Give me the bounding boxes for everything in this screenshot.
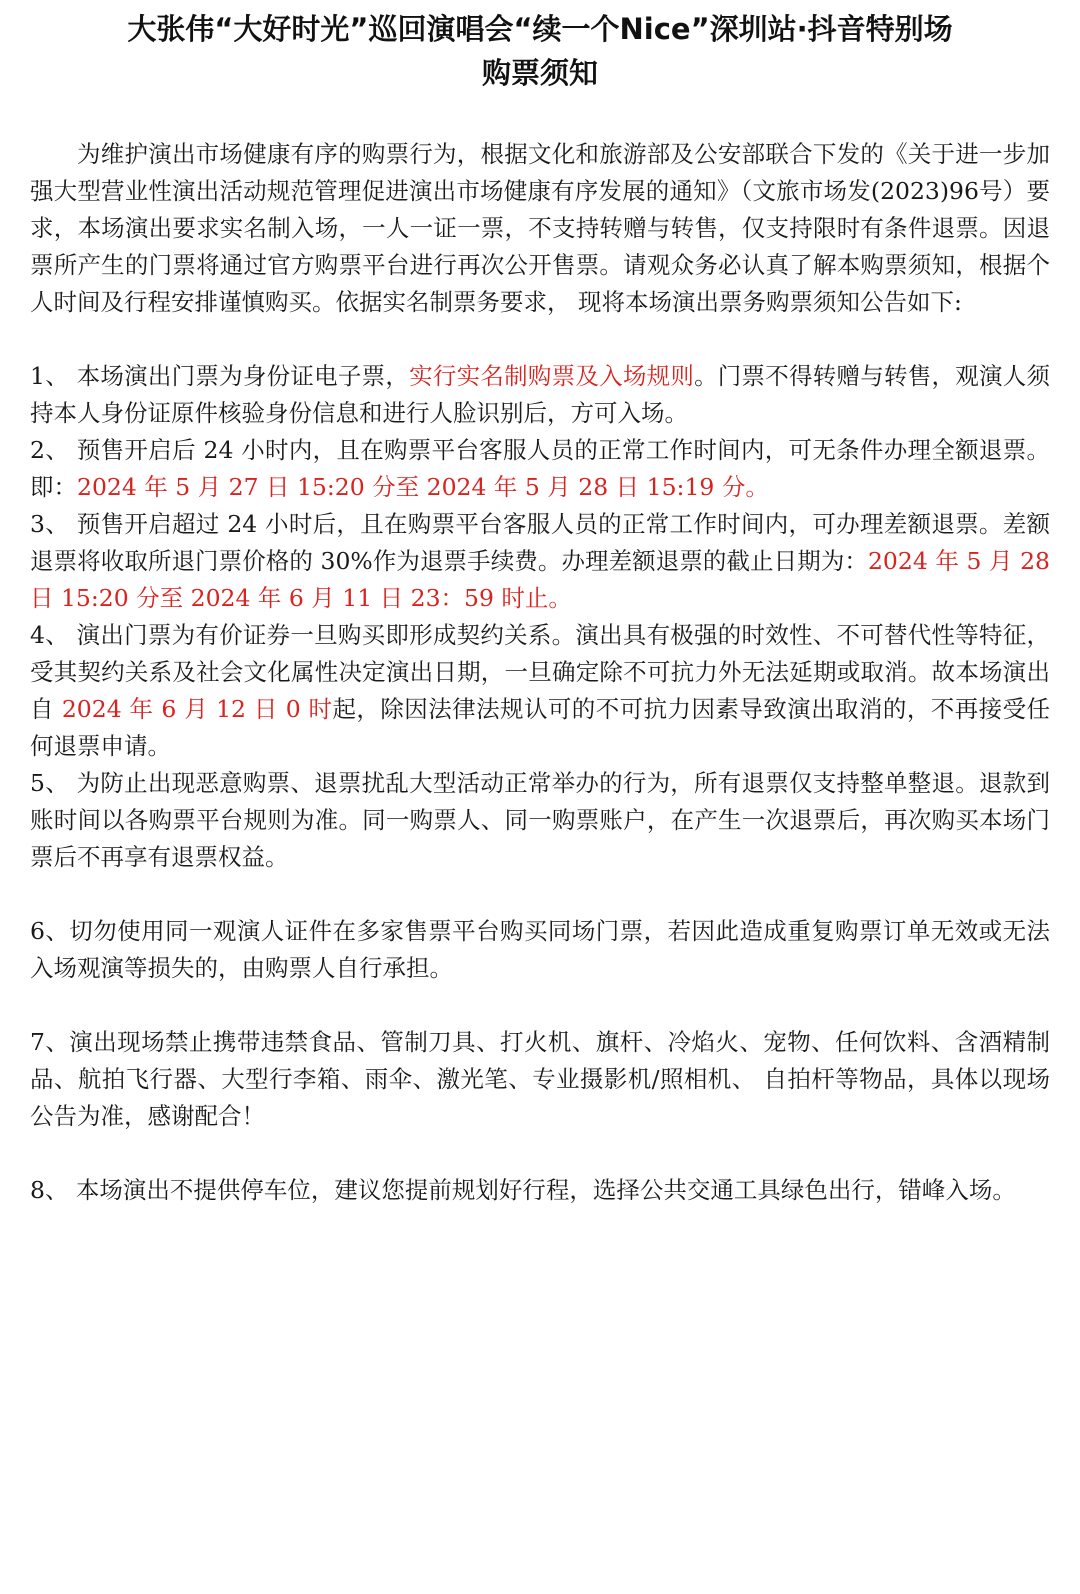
notice-item-6: 6、切勿使用同一观演人证件在多家售票平台购买同场门票，若因此造成重复购票订单无效或无法入场观演等损失的，由购票人自行承担。 <box>30 917 1050 982</box>
notice-item-1 <box>30 358 1050 432</box>
section-gap <box>30 876 1050 913</box>
notice-item-3-text: 3、 预售开启超过 24 小时后，且在购票平台客服人员的正常工作时间内，可办理差额退票。差额退票将收取所退门票价格的 30%作为退票手续费。办理差额退票的截止日期为： <box>30 510 1050 575</box>
intro-paragraph: 为维护演出市场健康有序的购票行为，根据文化和旅游部及公安部联合下发的《关于进一步加强大型营业性演出活动规范管理促进演出市场健康有序发展的通知》（文旅市场发(2023)96号）要求，本场演出要求实名制入场，一人一证一票，不支持转赠与转售，仅支持限时有条件退票。因退票所产生的门票将通过官方购票平台进行再次公开售票。请观众务必认真了解本购票须知，根据个人时间及行程安排谨慎购买。依据实名制票务要求， 现将本场演出票务购票须知公告如下: <box>30 140 1050 316</box>
notice-item-1-highlight: 实行实名制购票及入场规则 <box>409 362 695 390</box>
notice-item-4-text: 4、 演出门票为有价证券一旦购买即形成契约关系。演出具有极强的时效性、不可替代性等特征，受其契约关系及社会文化属性决定演出日期，一旦确定除不可抗力外无法延期或取消。故本场演出自 <box>30 621 1050 723</box>
section-gap <box>30 321 1050 358</box>
notice-item-2-text: 2、 预售开启后 24 小时内，且在购票平台客服人员的正常工作时间内，可无条件办理全额退票。即： <box>30 436 1050 501</box>
notice-item-1-text-end: 。门票不得转赠与转售，观演人须持本人身份证原件核验身份信息和进行人脸识别后，方可入场。 <box>30 362 1051 427</box>
notice-item-2 <box>30 432 1050 506</box>
notice-item-4 <box>30 617 1050 765</box>
notice-item-2-highlight: 2024 年 5 月 27 日 15:20 分至 2024 年 5 月 28 日 15:19 分。 <box>77 473 769 501</box>
notice-item-5: 5、 为防止出现恶意购票、退票扰乱大型活动正常举办的行为，所有退票仅支持整单整退。退款到账时间以各购票平台规则为准。同一购票人、同一购票账户，在产生一次退票后，再次购买本场门票后不再享有退票权益。 <box>30 769 1050 871</box>
notice-item-4-text-end: 起，除因法律法规认可的不可抗力因素导致演出取消的，不再接受任何退票申请。 <box>30 695 1051 760</box>
notice-item-7: 7、演出现场禁止携带违禁食品、管制刀具、打火机、旗杆、冷焰火、宠物、任何饮料、含酒精制品、航拍飞行器、大型行李箱、雨伞、激光笔、专业摄影机/照相机、 自拍杆等物品，具体以现场公告为准，感谢配合！ <box>30 1028 1050 1130</box>
page-title: 大张伟“大好时光”巡回演唱会“续一个Nice”深圳站·抖音特别场 <box>127 12 953 46</box>
notice-item-3-highlight: 2024 年 5 月 28 日 15:20 分至 2024 年 6 月 11 日 23：59 时止。 <box>30 547 1051 612</box>
section-gap <box>30 987 1050 1024</box>
notice-item-1-text: 1、 本场演出门票为身份证电子票， <box>30 362 410 390</box>
notice-item-8: 8、 本场演出不提供停车位，建议您提前规划好行程，选择公共交通工具绿色出行，错峰入场。 <box>30 1176 1016 1204</box>
page-subtitle: 购票须知 <box>481 56 598 90</box>
notice-item-4-highlight: 2024 年 6 月 12 日 0 时 <box>61 695 333 723</box>
section-gap <box>30 1135 1050 1172</box>
notice-item-3 <box>30 506 1050 617</box>
